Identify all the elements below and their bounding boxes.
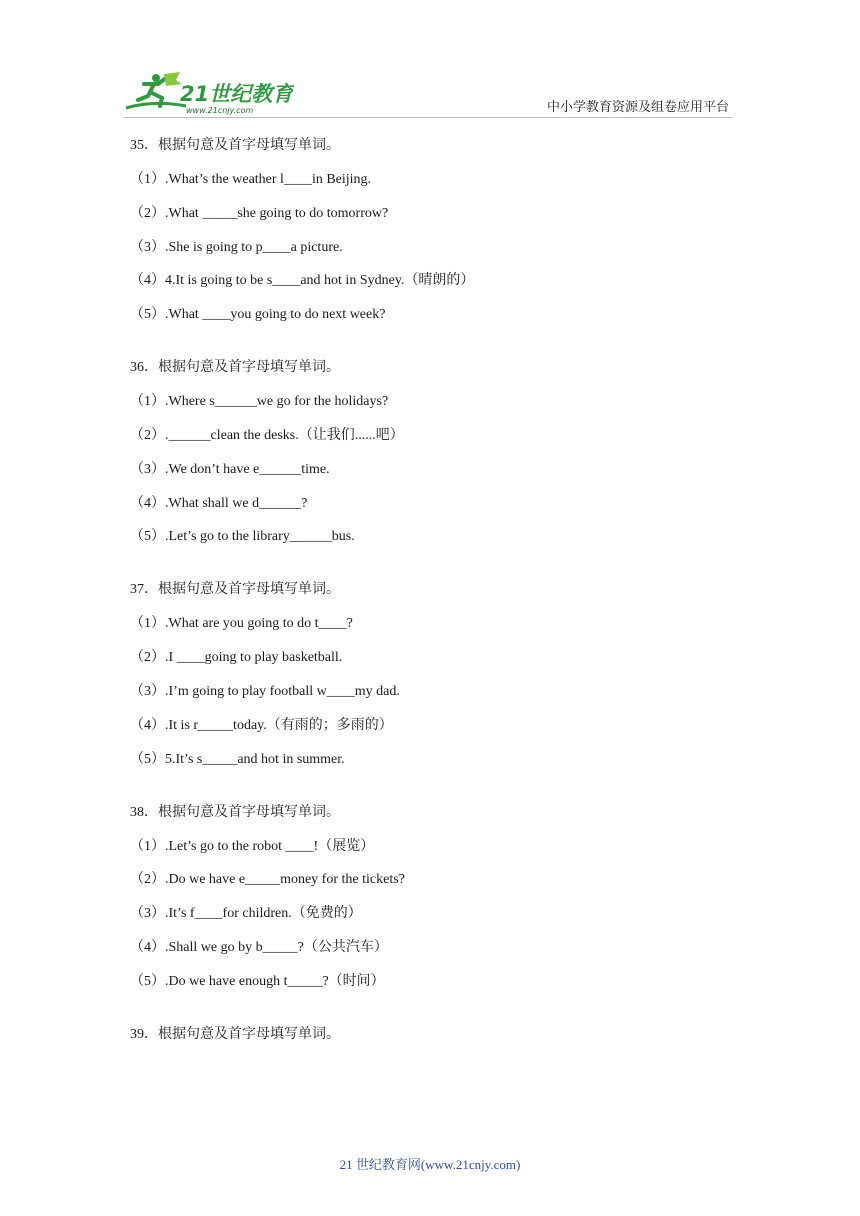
question-item: （5）.What ____you going to do next week?: [130, 307, 386, 323]
question-item: （4）.What shall we d______?: [130, 495, 308, 511]
question-item: （3）.I’m going to play football w____my dad.: [130, 683, 400, 699]
question-item: （4）.It is r_____today.（有雨的；多雨的）: [130, 717, 393, 733]
question-item: （4）4.It is going to be s____and hot in Sydney.（晴朗的）: [130, 273, 475, 289]
question-item: （2）.What _____she going to do tomorrow?: [130, 205, 389, 221]
question-item: （4）.Shall we go by b_____?（公共汽车）: [130, 939, 388, 955]
page-footer: 21 世纪教育网(www.21cnjy.com): [339, 1157, 521, 1172]
question-35: [130, 136, 750, 325]
question-item: （1）.Let’s go to the robot ____!（展览）: [130, 838, 375, 854]
question-title: 38．根据句意及首字母填写单词。: [130, 804, 340, 820]
question-39: [130, 1025, 750, 1045]
question-36: [130, 358, 750, 547]
question-item: （2）.Do we have e_____money for the tickets?: [130, 872, 405, 888]
question-item: （1）.What are you going to do t____?: [130, 616, 353, 632]
page-header: [0, 0, 860, 125]
question-item: （5）.Let’s go to the library______bus.: [130, 529, 355, 545]
question-item: （2）.I ____going to play basketball.: [130, 650, 343, 666]
question-37: [130, 580, 750, 769]
question-item: （1）.What’s the weather l____in Beijing.: [130, 172, 372, 187]
question-item: （3）.It’s f____for children.（免费的）: [130, 906, 362, 922]
question-title: 36．根据句意及首字母填写单词。: [130, 360, 340, 376]
question-38: [130, 803, 750, 992]
question-item: （3）.She is going to p____a picture.: [130, 239, 343, 255]
svg-text:www.21cnjy.com: www.21cnjy.com: [186, 106, 254, 115]
question-item: （5）.Do we have enough t_____?（时间）: [130, 973, 385, 989]
site-logo: [124, 70, 294, 116]
question-item: （2）.______clean the desks.（让我们......吧）: [130, 427, 404, 443]
question-title: 37．根据句意及首字母填写单词。: [130, 582, 340, 598]
exercise-content: [130, 136, 750, 1078]
svg-text:21世纪教育: 21世纪教育: [180, 82, 294, 106]
header-divider: [124, 117, 732, 118]
question-item: （3）.We don’t have e______time.: [130, 461, 330, 477]
question-title: 35．根据句意及首字母填写单词。: [130, 138, 340, 153]
runner-logo-icon: [124, 70, 294, 116]
question-item: （5）5.It’s s_____and hot in summer.: [130, 751, 345, 767]
question-title: 39．根据句意及首字母填写单词。: [130, 1026, 340, 1042]
platform-name: 中小学教育资源及组卷应用平台: [546, 100, 729, 115]
question-item: （1）.Where s______we go for the holidays?: [130, 394, 389, 410]
